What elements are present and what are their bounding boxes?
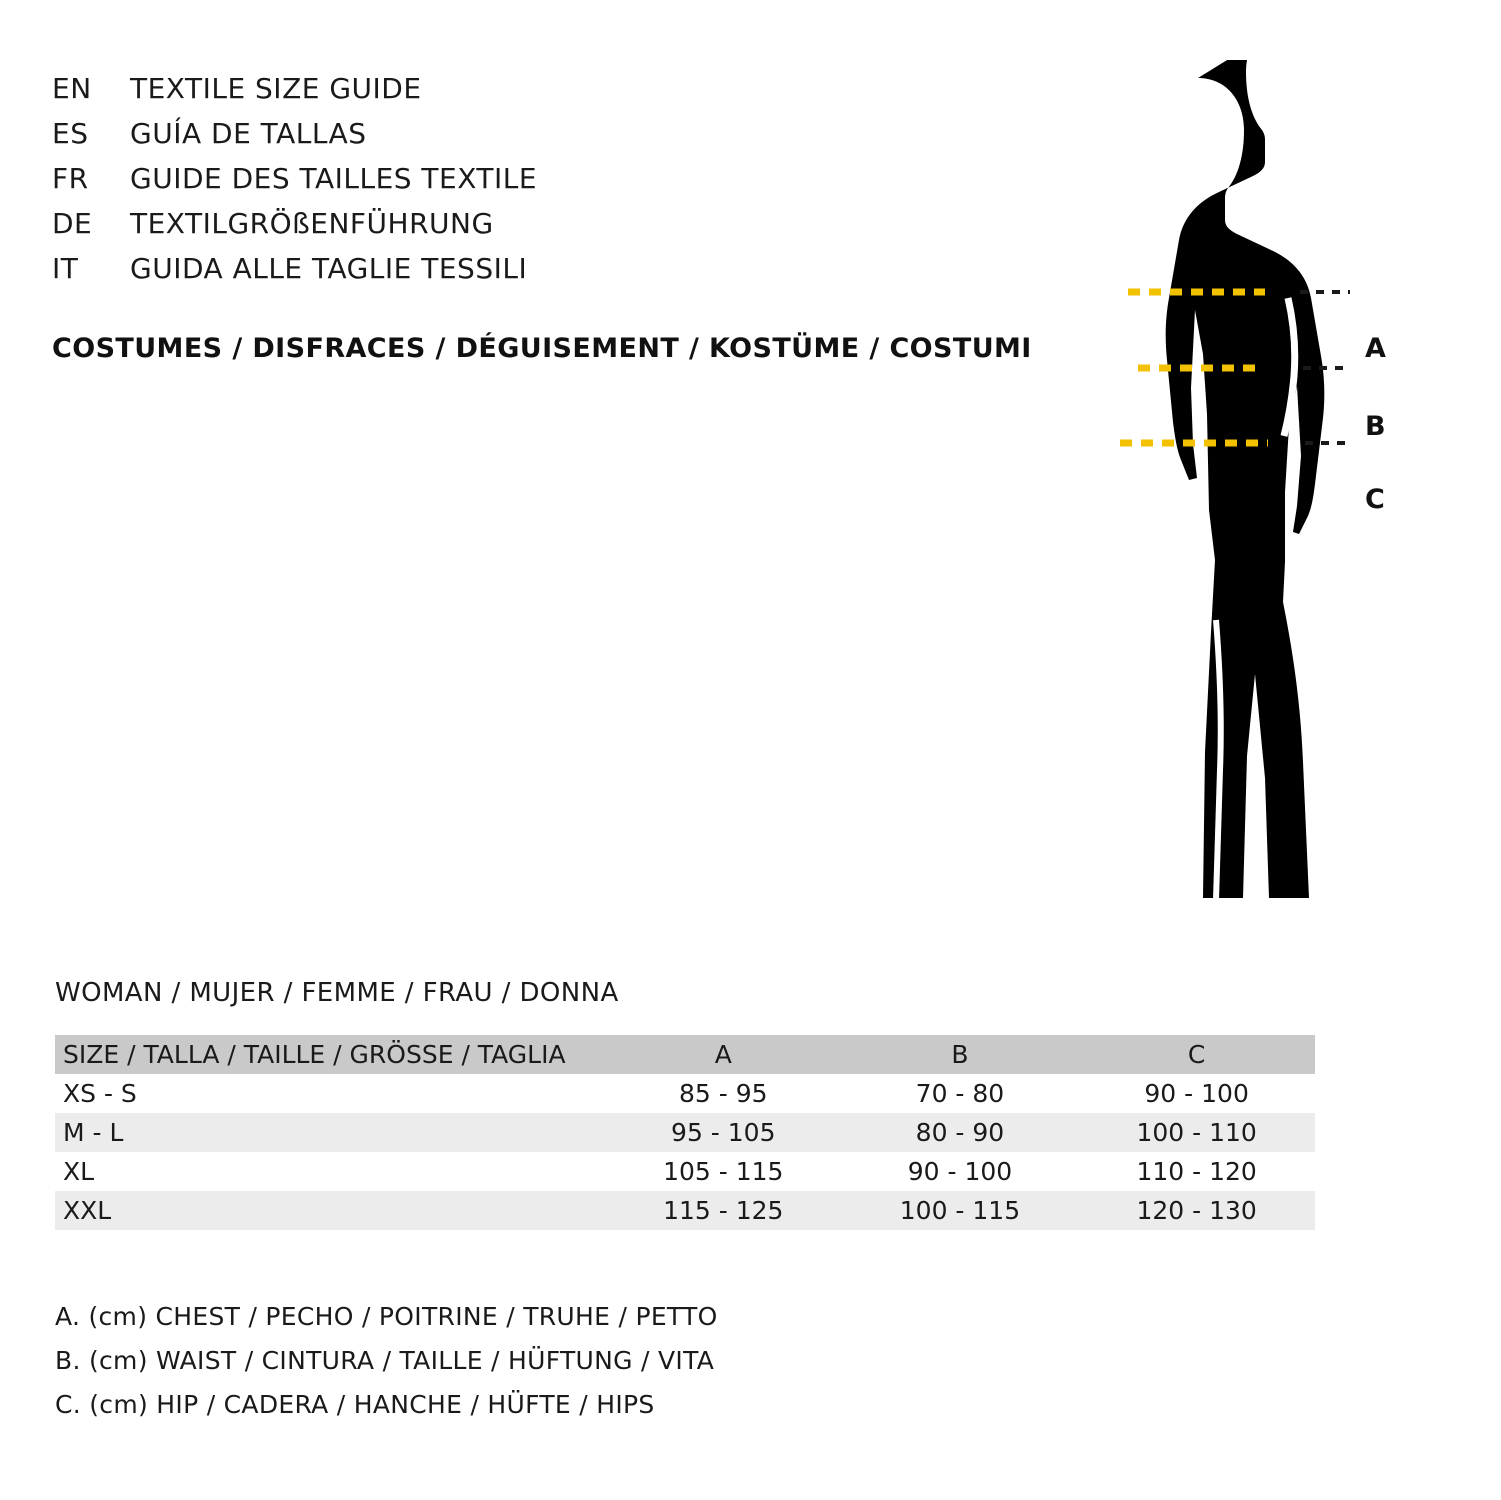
legend-item-b: B. (cm) WAIST / CINTURA / TAILLE / HÜFTUNG / VITA <box>55 1346 715 1375</box>
cell-c: 100 - 110 <box>1078 1113 1315 1152</box>
cell-size: XS - S <box>55 1074 605 1113</box>
body-measurement-figure <box>1020 60 1460 940</box>
column-header-size: SIZE / TALLA / TAILLE / GRÖSSE / TAGLIA <box>55 1035 605 1074</box>
cell-size: XL <box>55 1152 605 1191</box>
cell-b: 80 - 90 <box>842 1113 1079 1152</box>
measurement-legend <box>55 1295 718 1427</box>
table-row <box>55 1191 1315 1230</box>
table-caption: WOMAN / MUJER / FEMME / FRAU / DONNA <box>55 978 619 1008</box>
marker-label-b: B <box>1365 411 1386 442</box>
table-row <box>55 1113 1315 1152</box>
cell-a: 85 - 95 <box>605 1074 842 1113</box>
table-row <box>55 1152 1315 1191</box>
column-header-c: C <box>1078 1035 1315 1074</box>
page-subtitle: COSTUMES / DISFRACES / DÉGUISEMENT / KOSTÜME / COSTUMI <box>52 333 1032 364</box>
cell-b: 70 - 80 <box>842 1074 1079 1113</box>
cell-size: XXL <box>55 1191 605 1230</box>
language-code-en: EN <box>52 72 92 105</box>
language-text-fr: GUIDE DES TAILLES TEXTILE <box>130 162 538 195</box>
cell-a: 95 - 105 <box>605 1113 842 1152</box>
cell-b: 100 - 115 <box>842 1191 1079 1230</box>
language-row-en <box>52 72 1032 117</box>
legend-item-a: A. (cm) CHEST / PECHO / POITRINE / TRUHE / PETTO <box>55 1302 718 1331</box>
language-row-fr <box>52 162 1032 207</box>
language-text-de: TEXTILGRÖßENFÜHRUNG <box>130 207 494 240</box>
language-row-it <box>52 252 1032 297</box>
language-code-fr: FR <box>52 162 89 195</box>
woman-silhouette-icon <box>1020 60 1460 940</box>
language-code-it: IT <box>52 252 79 285</box>
language-text-es: GUÍA DE TALLAS <box>130 117 367 150</box>
cell-c: 120 - 130 <box>1078 1191 1315 1230</box>
language-row-de <box>52 207 1032 252</box>
cell-a: 115 - 125 <box>605 1191 842 1230</box>
cell-size: M - L <box>55 1113 605 1152</box>
column-header-a: A <box>605 1035 842 1074</box>
size-table <box>55 1035 1315 1230</box>
language-list <box>52 72 1032 297</box>
table-header-row <box>55 1035 1315 1074</box>
cell-b: 90 - 100 <box>842 1152 1079 1191</box>
language-code-es: ES <box>52 117 89 150</box>
legend-item-c: C. (cm) HIP / CADERA / HANCHE / HÜFTE / HIPS <box>55 1390 655 1419</box>
language-code-de: DE <box>52 207 93 240</box>
cell-a: 105 - 115 <box>605 1152 842 1191</box>
language-text-it: GUIDA ALLE TAGLIE TESSILI <box>130 252 528 285</box>
language-text-en: TEXTILE SIZE GUIDE <box>130 72 422 105</box>
column-header-b: B <box>842 1035 1079 1074</box>
language-row-es <box>52 117 1032 162</box>
cell-c: 90 - 100 <box>1078 1074 1315 1113</box>
marker-label-a: A <box>1365 333 1386 364</box>
table-row <box>55 1074 1315 1113</box>
marker-label-c: C <box>1365 484 1385 515</box>
cell-c: 110 - 120 <box>1078 1152 1315 1191</box>
